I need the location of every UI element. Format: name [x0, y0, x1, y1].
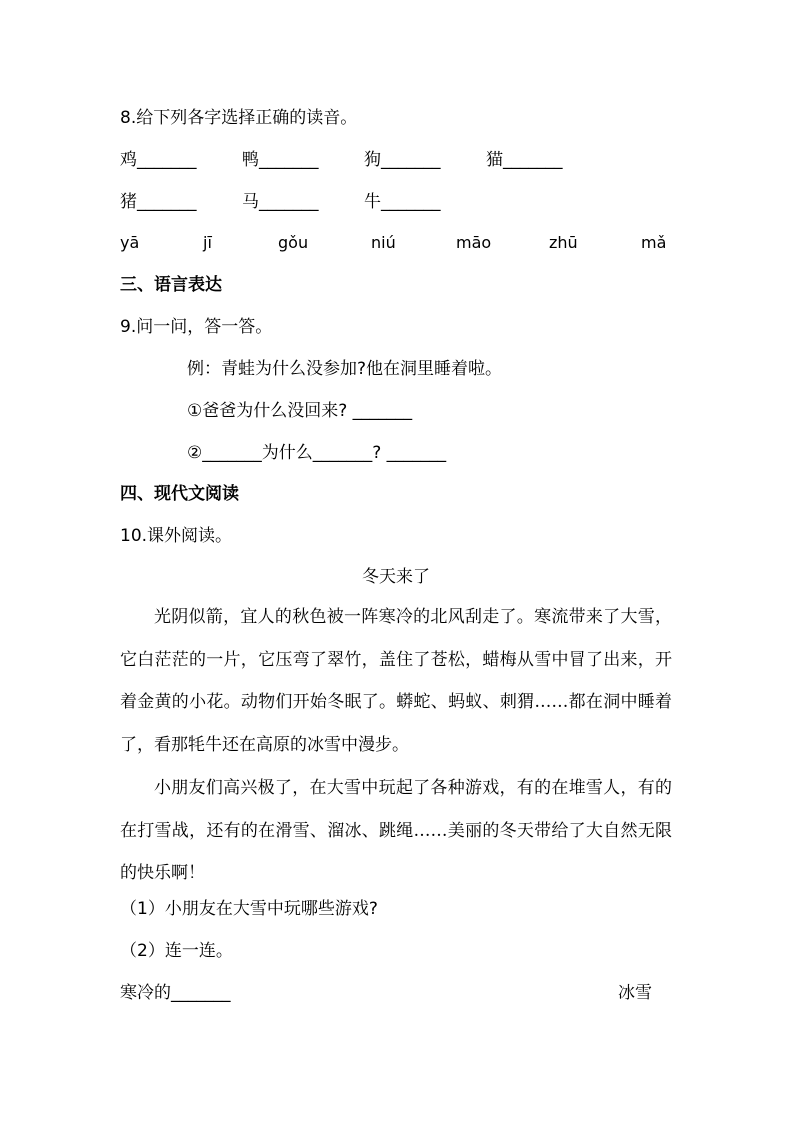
passage-paragraph-1: 光阴似箭，宜人的秋色被一阵寒冷的北风刮走了。寒流带来了大雪，它白茫茫的一片，它压弯了翠竹，盖住了苍松，蜡梅从雪中冒了出来，开着金黄的小花。动物们开始冬眠了。蟒蛇、蚂蚁、刺猬……都在洞中睡着了，看那牦牛还在高原的冰雪中漫步。: [120, 607, 672, 755]
passage-paragraph-2: 小朋友们高兴极了，在大雪中玩起了各种游戏，有的在堆雪人，有的在打雪战，还有的在滑雪、溜冰、跳绳……美丽的冬天带给了大自然无限的快乐啊！: [120, 778, 672, 884]
pinyin-option: māo: [456, 233, 492, 252]
pinyin-option: niú: [371, 233, 396, 252]
passage-title: 冬天来了: [362, 567, 430, 587]
char-blank-duck: 鸭_______: [242, 150, 319, 170]
question-9-example: 例：青蛙为什么没参加?他在洞里睡着啦。: [187, 359, 503, 379]
question-9-item-1: ①爸爸为什么没回来? _______: [187, 401, 413, 421]
section-3-heading: 三、语言表达: [120, 275, 222, 295]
char-blank-pig: 猪_______: [120, 192, 197, 212]
char-blank-cow: 牛_______: [364, 192, 441, 212]
pinyin-option: mǎ: [641, 233, 667, 252]
char-blank-cat: 猫_______: [486, 150, 563, 170]
question-9-item-2: ②_______为什么_______? _______: [187, 443, 447, 463]
pinyin-option: jī: [203, 233, 212, 252]
match-right-item: 冰雪: [618, 983, 652, 1003]
question-9-title: 9.问一问，答一答。: [120, 317, 273, 337]
question-8-title: 8.给下列各字选择正确的读音。: [120, 108, 358, 128]
pinyin-option: gǒu: [278, 233, 309, 252]
char-blank-dog: 狗_______: [364, 150, 441, 170]
pinyin-option: zhū: [549, 233, 578, 252]
match-left-item: 寒冷的_______: [120, 983, 231, 1003]
char-blank-horse: 马_______: [242, 192, 319, 212]
question-10-sub-1: （1）小朋友在大雪中玩哪些游戏?: [120, 899, 378, 919]
char-blank-chicken: 鸡_______: [120, 150, 197, 170]
pinyin-option: yā: [120, 233, 140, 252]
question-10-title: 10.课外阅读。: [120, 526, 233, 546]
section-4-heading: 四、现代文阅读: [120, 484, 239, 504]
question-10-sub-2: （2）连一连。: [120, 941, 233, 961]
